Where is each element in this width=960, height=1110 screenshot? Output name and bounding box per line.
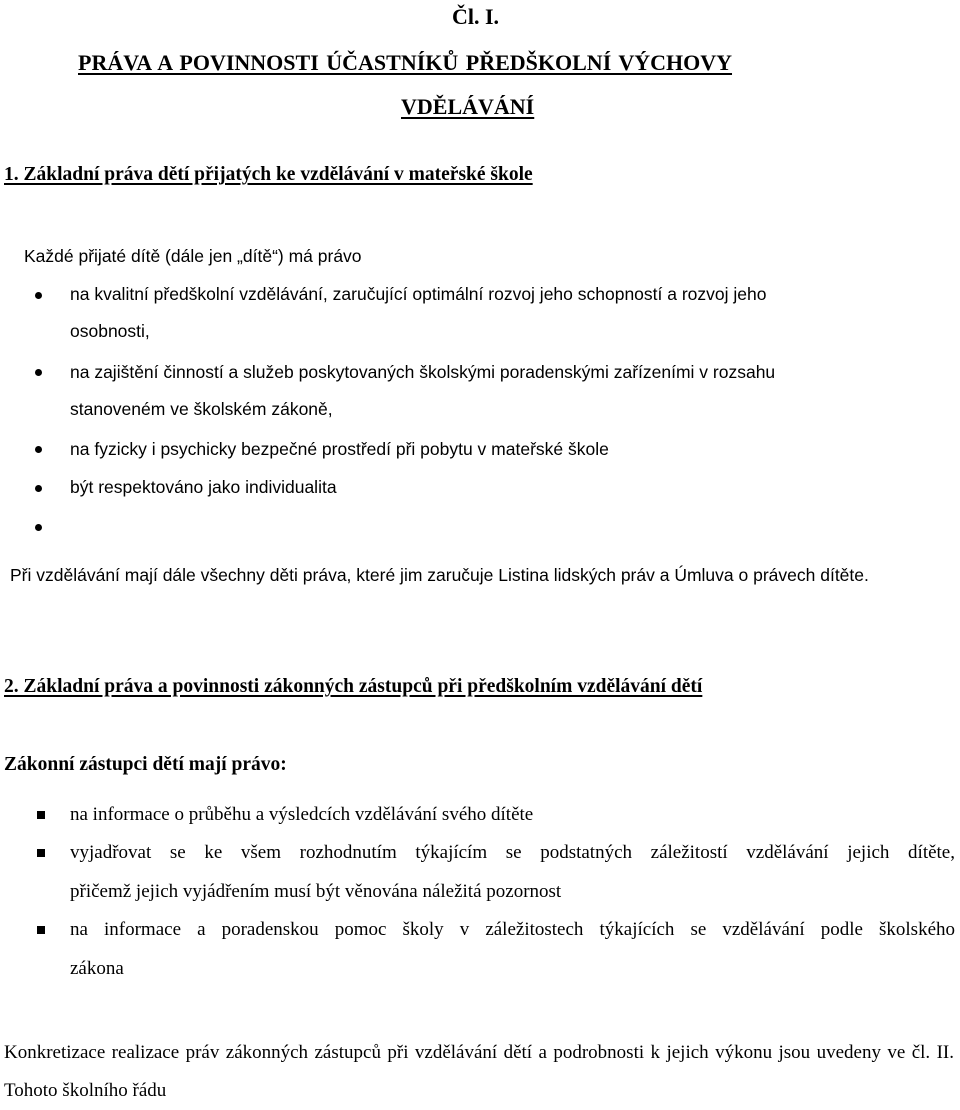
bullet-square-icon: [37, 811, 45, 819]
bullet-square-icon: [37, 849, 45, 857]
list-item-text-line1: na zajištění činností a služeb poskytovaných školskými poradenskými zařízeními v rozsahu: [70, 362, 776, 382]
section2-subheading: Zákonní zástupci dětí mají právo:: [4, 754, 287, 775]
document-title-line1: PRÁVA A POVINNOSTI ÚČASTNÍKŮ PŘEDŠKOLNÍ VÝCHOVY: [78, 50, 733, 75]
list-item-text-line2: zákona: [70, 958, 124, 979]
bullet-dot-icon: [35, 485, 42, 492]
bullet-dot-icon: [35, 369, 42, 376]
list-item-text-line1: vyjadřovat se ke všem rozhodnutím týkajícím se podstatných záležitostí vzdělávání jejich dítěte,: [70, 842, 955, 863]
list-item-text-line1: být respektováno jako individualita: [70, 477, 337, 497]
document-title-line2: VDĚLÁVÁNÍ: [401, 94, 535, 119]
list-item-text-line2: přičemž jejich vyjádřením musí být věnována náležitá pozornost: [70, 881, 562, 902]
section2-heading: 2. Základní práva a povinnosti zákonných zástupců při předškolním vzdělávání dětí: [4, 676, 703, 697]
bullet-dot-icon: [35, 446, 42, 453]
section2-closing-paragraph: Konkretizace realizace práv zákonných zástupců při vzdělávání dětí a podrobnosti k jejich výkonu jsou uvedeny ve čl. II. Tohoto školního řádu: [4, 1042, 954, 1101]
list-item-text-line1: na fyzicky i psychicky bezpečné prostředí při pobytu v mateřské škole: [70, 439, 609, 459]
list-item-text-line1: na informace a poradenskou pomoc školy v záležitostech týkajících se vzdělávání podle školského: [70, 919, 955, 940]
list-item-text-line1: na informace o průběhu a výsledcích vzdělávání svého dítěte: [70, 804, 534, 825]
list-item-text-line2: stanoveném ve školském zákoně,: [70, 399, 333, 419]
section1-intro: Každé přijaté dítě (dále jen „dítě“) má právo: [24, 246, 362, 266]
section1-heading: 1. Základní práva dětí přijatých ke vzdělávání v mateřské škole: [4, 164, 533, 185]
bullet-square-icon: [37, 926, 45, 934]
article-number: Čl. I.: [452, 4, 500, 29]
bullet-dot-icon: [35, 524, 42, 531]
section1-closing-paragraph: Při vzdělávání mají dále všechny děti práva, které jim zaručuje Listina lidských práv a Úmluva o právech dítěte.: [10, 565, 869, 585]
list-item-text-line2: osobnosti,: [70, 321, 150, 341]
list-item-text-line1: na kvalitní předškolní vzdělávání, zaručující optimální rozvoj jeho schopností a rozvoj jeho: [70, 284, 767, 304]
bullet-dot-icon: [35, 292, 42, 299]
